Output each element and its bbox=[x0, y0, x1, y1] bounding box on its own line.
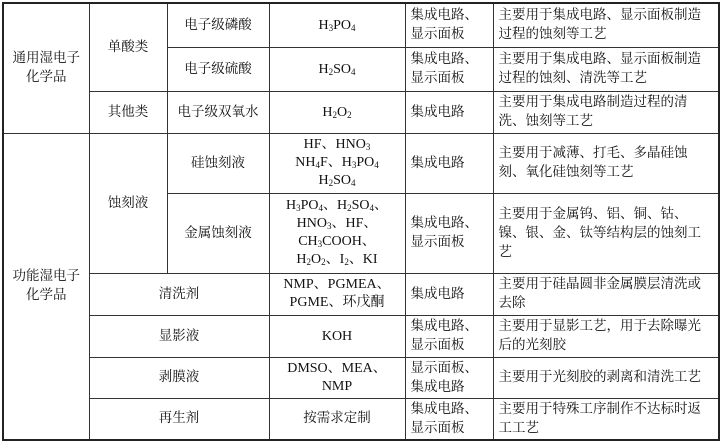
formula: DMSO、MEA、NMP bbox=[269, 357, 405, 398]
product-name: 电子级磷酸 bbox=[167, 3, 269, 47]
product-name: 清洗剂 bbox=[89, 273, 269, 315]
product-name: 硅蚀刻液 bbox=[167, 133, 269, 193]
description: 主要用于金属钨、铝、铜、钴、镍、银、金、钛等结构层的蚀刻工艺 bbox=[493, 193, 719, 273]
description: 主要用于集成电路制造过程的清洗、蚀刻等工艺 bbox=[493, 91, 719, 133]
formula: $H_3PO_4$、$H_2SO_4$、 $HNO_3$、HF、 $CH_3COOH$、 $H_2O_2$、$I_2$、KI bbox=[269, 193, 405, 273]
category-functional: 功能湿电子化学品 bbox=[3, 133, 89, 440]
description: 主要用于硅晶圆非金属膜层清洗或去除 bbox=[493, 273, 719, 315]
formula: $H_2SO_4$ bbox=[269, 47, 405, 91]
application: 集成电路 bbox=[405, 91, 493, 133]
application: 集成电路 bbox=[405, 133, 493, 193]
application: 集成电路、显示面板 bbox=[405, 3, 493, 47]
table-container bbox=[2, 2, 720, 441]
formula: NMP、PGMEA、PGME、环戊酮 bbox=[269, 273, 405, 315]
product-name: 电子级双氧水 bbox=[167, 91, 269, 133]
table-row bbox=[3, 3, 719, 47]
description: 主要用于集成电路、显示面板制造过程的蚀刻、清洗等工艺 bbox=[493, 47, 719, 91]
table-row bbox=[3, 398, 719, 440]
table-row bbox=[3, 315, 719, 357]
application: 集成电路 bbox=[405, 273, 493, 315]
description: 主要用于减薄、打毛、多晶硅蚀刻、氧化硅蚀刻等工艺 bbox=[493, 133, 719, 193]
application: 集成电路、显示面板 bbox=[405, 193, 493, 273]
table-row bbox=[3, 133, 719, 193]
formula: HF、$HNO_3$ $NH_4F$、$H_3PO_4$ $H_2SO_4$ bbox=[269, 133, 405, 193]
product-name: 剥膜液 bbox=[89, 357, 269, 398]
formula: $H_3PO_4$ bbox=[269, 3, 405, 47]
formula: KOH bbox=[269, 315, 405, 357]
description: 主要用于显影工艺，用于去除曝光后的光刻胶 bbox=[493, 315, 719, 357]
description: 主要用于集成电路、显示面板制造过程的蚀刻等工艺 bbox=[493, 3, 719, 47]
category-general: 通用湿电子化学品 bbox=[3, 3, 89, 133]
subcategory-single-acid: 单酸类 bbox=[89, 3, 167, 91]
subcategory-other: 其他类 bbox=[89, 91, 167, 133]
product-name: 再生剂 bbox=[89, 398, 269, 440]
application: 集成电路、显示面板 bbox=[405, 398, 493, 440]
table-row bbox=[3, 357, 719, 398]
application: 集成电路、显示面板 bbox=[405, 315, 493, 357]
chemicals-table bbox=[2, 2, 720, 441]
description: 主要用于光刻胶的剥离和清洗工艺 bbox=[493, 357, 719, 398]
formula: 按需求定制 bbox=[269, 398, 405, 440]
application: 显示面板、集成电路 bbox=[405, 357, 493, 398]
subcategory-etching: 蚀刻液 bbox=[89, 133, 167, 273]
description: 主要用于特殊工序制作不达标时返工工艺 bbox=[493, 398, 719, 440]
table-row bbox=[3, 273, 719, 315]
product-name: 电子级硫酸 bbox=[167, 47, 269, 91]
formula: $H_2O_2$ bbox=[269, 91, 405, 133]
application: 集成电路、显示面板 bbox=[405, 47, 493, 91]
product-name: 显影液 bbox=[89, 315, 269, 357]
table-row bbox=[3, 91, 719, 133]
product-name: 金属蚀刻液 bbox=[167, 193, 269, 273]
